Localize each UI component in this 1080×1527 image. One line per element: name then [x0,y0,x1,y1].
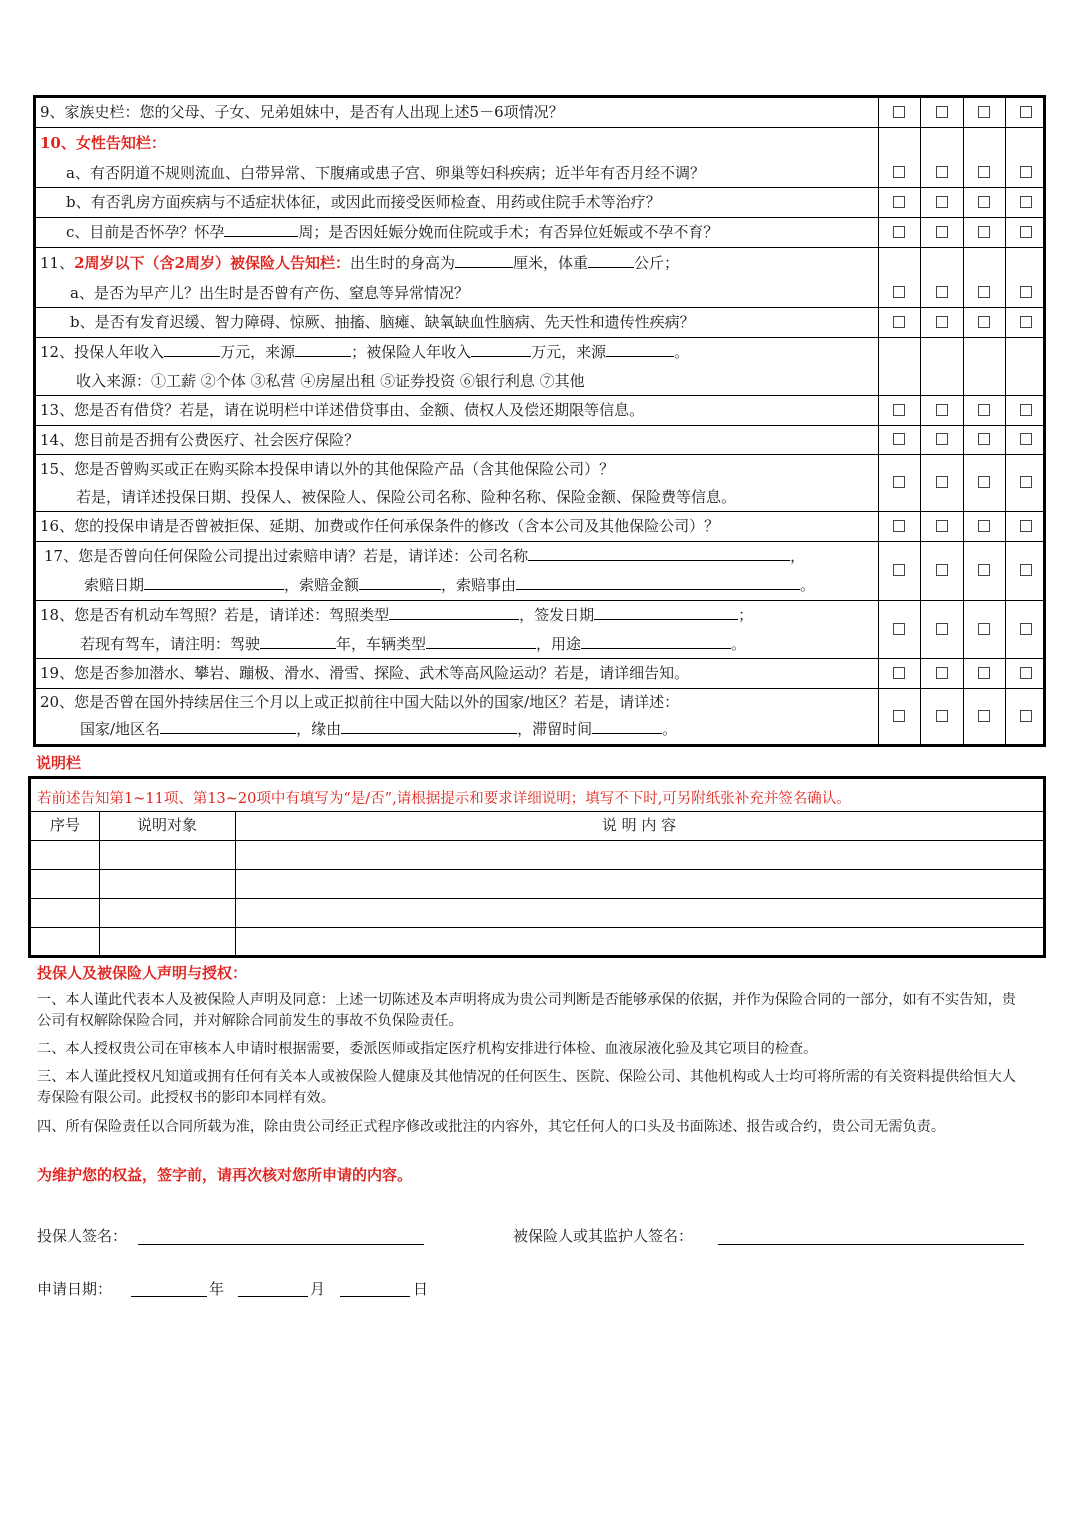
question-row-18 [36,600,1043,658]
claim-amount-field[interactable] [359,573,441,590]
answer-checkbox[interactable] [978,106,990,118]
answer-checkbox[interactable] [978,316,990,328]
question-text: b、有否乳房方面疾病与不适症状体征，或因此而接受医师检查、用药或住院手术等治疗？ [66,193,661,211]
answer-checkbox[interactable] [1020,404,1032,416]
license-type-field[interactable] [389,603,519,620]
explanation-notice: 若前述告知第1~11项、第13~20项中有填写为“是/否”,请根据提示和要求详细说明；填写不下时,可另附纸张补充并签名确认。 [37,791,851,807]
explanation-row[interactable] [31,840,1043,869]
question-text: ， [790,547,806,565]
answer-checkbox[interactable] [978,520,990,532]
question-text: 万元，来源 [220,343,296,361]
answer-checkbox[interactable] [1020,520,1032,532]
question-row-16 [36,511,1043,541]
answer-checkbox[interactable] [936,564,948,576]
day-label: 日 [413,1280,429,1298]
applicant-signature-label: 投保人签名： [37,1227,128,1245]
question-row-10b [36,187,1043,217]
explanation-row[interactable] [31,898,1043,927]
question-text: ，滞留时间 [517,720,593,738]
answer-checkbox[interactable] [978,710,990,722]
question-text: ；被保险人年收入 [351,343,472,361]
answer-checkbox[interactable] [1020,106,1032,118]
question-text: 12、投保人年收入 [40,343,165,361]
answer-checkbox[interactable] [936,226,948,238]
answer-checkbox[interactable] [978,667,990,679]
question-row-11b [36,307,1043,337]
question-row-10 [36,127,1043,187]
answer-checkbox[interactable] [1020,226,1032,238]
reminder-text: 为维护您的权益，签字前，请再次核对您所申请的内容。 [37,1166,413,1184]
answer-checkbox[interactable] [893,316,905,328]
question-text: 索赔日期 [84,576,145,594]
claim-reason-field[interactable] [516,573,800,590]
question-text: a、有否阴道不规则流血、白带异常、下腹痛或患子宫、卵巢等妇科疾病；近半年有否月经不调？ [66,164,705,182]
vehicle-use-field[interactable] [581,632,731,649]
answer-checkbox[interactable] [978,226,990,238]
answer-checkbox[interactable] [936,433,948,445]
declaration-title: 投保人及被保险人声明与授权： [37,964,248,982]
question-row-14 [36,425,1043,454]
question-text: ； [738,606,754,624]
answer-checkbox[interactable] [936,623,948,635]
declaration-item-4: 四、所有保险责任以合同所载为准，除由贵公司经正式程序修改或批注的内容外，其它任何人的口头及书面陈述、报告或合约，贵公司无需负责。 [37,1119,946,1135]
claim-company-field[interactable] [528,544,790,561]
question-row-12 [36,337,1043,395]
question-text: 若是，请详述投保日期、投保人、被保险人、保险公司名称、险种名称、保险金额、保险费等信息。 [76,488,737,506]
question-text: 年，车辆类型 [336,635,427,653]
insured-signature-field[interactable] [718,1244,1024,1245]
question-text: ，索赔事由 [441,576,517,594]
question-text: 14、您目前是否拥有公费医疗、社会医疗保险？ [40,431,360,449]
claim-date-field[interactable] [144,573,284,590]
question-text: 20、您是否曾在国外持续居住三个月以上或正拟前往中国大陆以外的国家/地区？若是，请详述： [40,693,680,711]
question-row-9 [36,98,1043,127]
question-text: 。 [662,720,678,738]
answer-checkbox[interactable] [893,433,905,445]
answer-checkbox[interactable] [978,404,990,416]
answer-checkbox[interactable] [893,166,905,178]
day-field[interactable] [340,1296,410,1297]
country-field[interactable] [160,717,296,734]
applicant-signature-field[interactable] [138,1244,424,1245]
answer-checkbox[interactable] [936,166,948,178]
vehicle-type-field[interactable] [426,632,536,649]
answer-checkbox[interactable] [978,196,990,208]
year-field[interactable] [131,1296,207,1297]
question-text: 万元，来源 [531,343,607,361]
birth-height-field[interactable] [455,251,513,268]
question-row-10c [36,217,1043,247]
question-row-13 [36,395,1043,425]
applicant-income-source-field[interactable] [295,340,351,357]
answer-checkbox[interactable] [893,710,905,722]
month-field[interactable] [238,1296,308,1297]
question-row-11 [36,247,1043,307]
answer-checkbox[interactable] [978,286,990,298]
question-text: 。 [674,343,690,361]
answer-checkbox[interactable] [936,520,948,532]
explanation-title: 说明栏 [36,754,82,772]
question-text: 16、您的投保申请是否曾被拒保、延期、加费或作任何承保条件的修改（含本公司及其他保险公司）？ [40,517,720,535]
question-text: 18、您是否有机动车驾照？若是，请详述：驾照类型 [40,606,390,624]
answer-checkbox[interactable] [1020,316,1032,328]
income-source-options: 收入来源：①工薪 ②个体 ③私营 ④房屋出租 ⑤证券投资 ⑥银行利息 ⑦其他 [76,372,585,390]
question-text: 15、您是否曾购买或正在购买除本投保申请以外的其他保险产品（含其他保险公司）？ [40,460,615,478]
declaration-item-3: 三、本人谨此授权凡知道或拥有任何有关本人或被保险人健康及其他情况的任何医生、医院、保险公司、其他机构或人士均可将所需的有关资料提供给恒大人寿保险有限公司。此授权书的影印本同样有效。 [37,1069,1016,1106]
answer-checkbox[interactable] [1020,196,1032,208]
answer-checkbox[interactable] [893,623,905,635]
answer-checkbox[interactable] [936,404,948,416]
explanation-table [28,776,1046,958]
declaration-item-1: 一、本人谨此代表本人及被保险人声明及同意：上述一切陈述及本声明将成为贵公司判断是否能够承保的依据，并作为保险合同的一部分，如有不实告知，贵公司有权解除保险合同，并对解除合同前发生的事故不负保险责任。 [37,992,1016,1029]
question-text: b、是否有发育迟缓、智力障碍、惊厥、抽搐、脑瘫、缺氧缺血性脑病、先天性和遗传性疾病？ [70,313,695,331]
question-text: 19、您是否参加潜水、攀岩、蹦极、滑水、滑雪、探险、武术等高风险运动？若是，请详细告知。 [40,664,690,682]
explanation-row[interactable] [31,869,1043,898]
question-text: 周；是否因妊娠分娩而住院或手术；有否异位妊娠或不孕不育？ [298,223,719,241]
question-text: 9、家族史栏：您的父母、子女、兄弟姐妹中，是否有人出现上述5－6项情况？ [40,103,564,121]
answer-checkbox[interactable] [936,196,948,208]
answer-checkbox[interactable] [1020,286,1032,298]
answer-checkbox[interactable] [893,476,905,488]
pregnancy-weeks-field[interactable] [224,220,298,237]
insured-income-field[interactable] [471,340,531,357]
question-text: 公斤； [634,254,680,272]
declaration-item-2: 二、本人授权贵公司在审核本人申请时根据需要，委派医师或指定医疗机构安排进行体检、血液尿液化验及其它项目的检查。 [37,1041,818,1057]
answer-checkbox[interactable] [978,433,990,445]
answer-checkbox[interactable] [893,106,905,118]
answer-checkbox[interactable] [936,316,948,328]
question-text: 厘米，体重 [513,254,589,272]
answer-checkbox[interactable] [893,520,905,532]
year-label: 年 [209,1280,225,1298]
question-text: ，用途 [536,635,582,653]
question-text: 国家/地区名 [80,720,161,738]
answer-checkbox[interactable] [978,476,990,488]
question-text: ，索赔金额 [284,576,360,594]
question-number: 11、 [40,254,75,272]
answer-checkbox[interactable] [936,710,948,722]
answer-checkbox[interactable] [1020,710,1032,722]
answer-checkbox[interactable] [1020,166,1032,178]
birth-weight-field[interactable] [588,251,634,268]
question-text: c、目前是否怀孕？怀孕 [66,223,225,241]
answer-checkbox[interactable] [1020,667,1032,679]
answer-checkbox[interactable] [893,404,905,416]
question-text: 。 [731,635,747,653]
question-row-17 [36,541,1043,600]
application-date-label: 申请日期： [37,1280,113,1298]
answer-checkbox[interactable] [936,667,948,679]
driving-years-field[interactable] [260,632,336,649]
question-row-19 [36,658,1043,688]
stay-duration-field[interactable] [592,717,662,734]
license-issue-date-field[interactable] [594,603,738,620]
answer-checkbox[interactable] [1020,564,1032,576]
answer-checkbox[interactable] [893,196,905,208]
column-divider [235,811,236,955]
insured-income-source-field[interactable] [606,340,674,357]
question-text: 出生时的身高为 [349,254,455,272]
question-text: 若现有驾车，请注明：驾驶 [80,635,261,653]
answer-checkbox[interactable] [936,106,948,118]
applicant-income-field[interactable] [164,340,220,357]
answer-checkbox[interactable] [893,226,905,238]
answer-checkbox[interactable] [936,476,948,488]
question-row-15 [36,454,1043,511]
header-serial: 序号 [49,816,80,834]
answer-checkbox[interactable] [1020,623,1032,635]
question-text: ，缘由 [296,720,342,738]
explanation-row[interactable] [31,927,1043,955]
header-subject: 说明对象 [136,816,197,834]
answer-checkbox[interactable] [978,623,990,635]
question-text: ，签发日期 [519,606,595,624]
question-text: a、是否为早产儿？出生时是否曾有产伤、窒息等异常情况？ [70,284,469,302]
column-divider [99,811,100,955]
answer-checkbox[interactable] [978,564,990,576]
question-row-20 [36,688,1043,744]
answer-checkbox[interactable] [978,166,990,178]
answer-checkbox[interactable] [1020,433,1032,445]
answer-checkbox[interactable] [893,667,905,679]
insured-signature-label: 被保险人或其监护人签名： [513,1227,694,1245]
explanation-header-row [31,811,1043,840]
answer-checkbox[interactable] [893,564,905,576]
question-text: 13、您是否有借贷？若是，请在说明栏中详述借贷事由、金额、债权人及偿还期限等信息。 [40,401,645,419]
answer-checkbox[interactable] [936,286,948,298]
female-disclosure-heading: 10、女性告知栏： [40,134,166,152]
question-text: 。 [800,576,816,594]
question-text: 17、您是否曾向任何保险公司提出过索赔申请？若是，请详述：公司名称 [44,547,529,565]
reason-field[interactable] [341,717,517,734]
infant-disclosure-heading: 2周岁以下（含2周岁）被保险人告知栏： [74,254,350,272]
answer-checkbox[interactable] [893,286,905,298]
header-content: 说 明 内 容 [601,816,677,834]
health-disclosure-table [33,95,1046,747]
answer-checkbox[interactable] [1020,476,1032,488]
month-label: 月 [310,1280,326,1298]
